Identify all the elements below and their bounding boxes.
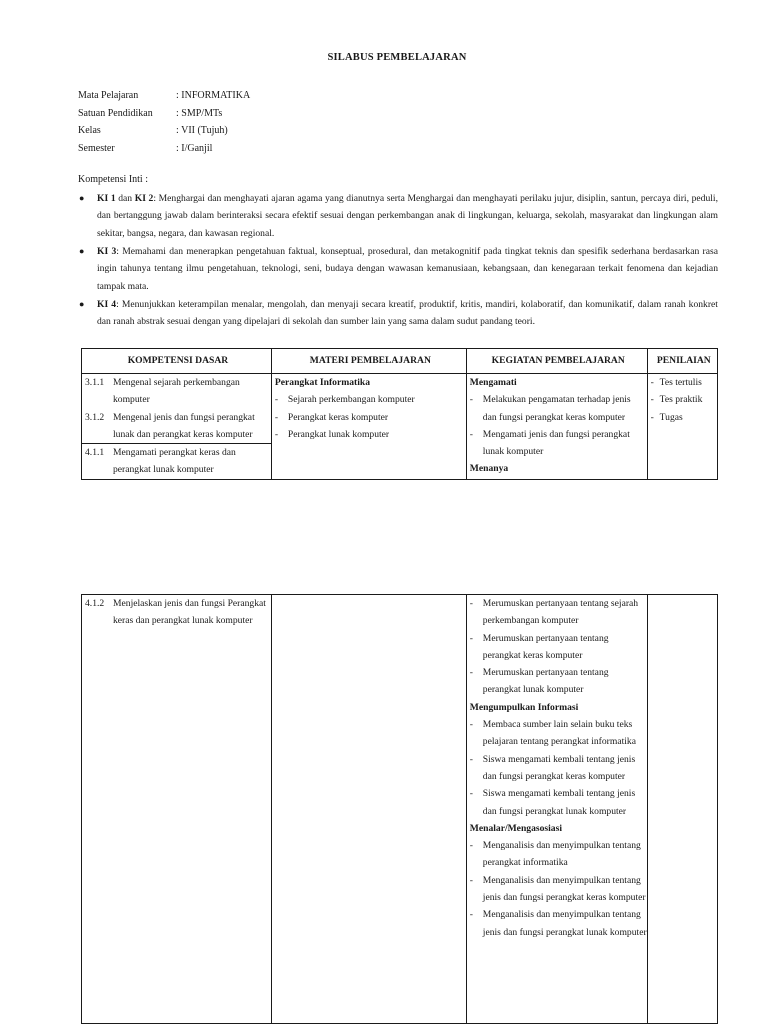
bullet-icon: ● xyxy=(79,193,85,203)
ki-code: KI 4 xyxy=(97,298,117,310)
info-value: : I/Ganjil xyxy=(176,142,213,154)
table-header-row xyxy=(82,349,718,374)
dash-icon: - xyxy=(469,667,473,679)
subject-info xyxy=(78,87,250,157)
activity-item: Siswa mengamati kembali tentang jenis dan fungsi perangkat lunak komputer xyxy=(482,788,636,817)
list-item xyxy=(470,391,647,426)
ki-code: KI 3 xyxy=(97,245,117,257)
list-item xyxy=(470,751,647,786)
activity-item: Membaca sumber lain selain buku teks pelajaran tentang perangkat informatika xyxy=(482,719,636,748)
info-label: Satuan Pendidikan xyxy=(78,107,153,119)
ki-code: KI 1 xyxy=(97,193,116,204)
bullet-icon: ● xyxy=(79,245,85,256)
dash-icon: - xyxy=(469,428,473,440)
info-row-semester xyxy=(78,140,250,158)
list-item xyxy=(470,716,647,751)
list-item xyxy=(275,426,466,443)
info-value: : INFORMATIKA xyxy=(176,90,251,102)
header-kegiatan: KEGIATAN PEMBELAJARAN xyxy=(466,349,647,374)
assessment-item: Tugas xyxy=(659,411,683,423)
list-item xyxy=(470,426,647,461)
dash-icon: - xyxy=(274,428,279,440)
activity-item: Merumuskan pertanyaan tentang perangkat keras komputer xyxy=(482,632,609,661)
penilaian-cell xyxy=(647,374,717,480)
info-row-school xyxy=(78,105,250,123)
list-item xyxy=(470,785,647,820)
kd-item xyxy=(85,409,271,444)
materi-item: Perangkat lunak komputer xyxy=(287,428,390,440)
assessment-item: Tes tertulis xyxy=(659,377,702,388)
ki-item-3 xyxy=(78,243,718,295)
materi-item: Perangkat keras komputer xyxy=(287,411,389,423)
header-penilaian: PENILAIAN xyxy=(647,349,717,374)
kd-text: Mengamati perangkat keras dan perangkat lunak komputer xyxy=(113,447,236,476)
kegiatan-cell xyxy=(466,374,647,480)
dash-icon: - xyxy=(469,874,473,886)
activity-item: Merumuskan pertanyaan tentang sejarah perkembangan komputer xyxy=(482,598,639,627)
ki-item-1-2 xyxy=(78,190,718,242)
ki-text: : Menunjukkan keterampilan menalar, mengolah, dan menyaji secara kreatif, produktif, kritis, mandiri, kolaboratif, dan komunikatif, dalam ranah konkret dan ranah abstrak sesuai dengan yang dipelajari di sekolah dan sumber lain yang sama dalam sudut pandang teori. xyxy=(97,298,718,328)
list-item xyxy=(470,837,647,872)
list-item xyxy=(470,664,647,699)
kd-cell xyxy=(82,374,272,480)
materi-cell xyxy=(271,374,466,480)
info-label: Semester xyxy=(78,142,115,154)
dash-icon: - xyxy=(469,788,473,800)
activity-item: Menganalisis dan menyimpulkan tentang perangkat informatika xyxy=(482,840,641,869)
dash-icon: - xyxy=(469,719,473,731)
activity-heading: Mengumpulkan Informasi xyxy=(469,701,579,713)
header-materi: MATERI PEMBELAJARAN xyxy=(271,349,466,374)
dash-icon: - xyxy=(650,377,654,388)
activity-item: Siswa mengamati kembali tentang jenis dan fungsi perangkat keras komputer xyxy=(482,753,636,782)
dash-icon: - xyxy=(469,753,473,765)
ki-item-4 xyxy=(78,296,718,331)
penilaian-cell xyxy=(647,595,717,1024)
info-value: : VII (Tujuh) xyxy=(176,125,228,137)
materi-heading: Perangkat Informatika xyxy=(274,377,371,388)
kd-item xyxy=(82,443,271,479)
list-item xyxy=(651,391,717,408)
bullet-icon: ● xyxy=(79,298,85,309)
ki-list xyxy=(78,190,718,331)
syllabus-table-continued xyxy=(81,594,718,1024)
list-item xyxy=(275,391,466,408)
list-item xyxy=(651,409,717,426)
activity-item: Menganalisis dan menyimpulkan tentang jenis dan fungsi perangkat keras komputer xyxy=(482,874,646,904)
list-item xyxy=(651,374,717,391)
dash-icon: - xyxy=(469,909,473,921)
activity-heading: Menalar/Mengasosiasi xyxy=(469,822,562,834)
activity-item: Menganalisis dan menyimpulkan tentang jenis dan fungsi perangkat lunak komputer xyxy=(482,909,647,938)
kd-text: Mengenal sejarah perkembangan komputer xyxy=(113,377,240,406)
list-item xyxy=(470,595,647,630)
assessment-item: Tes praktik xyxy=(659,394,703,406)
materi-item: Sejarah perkembangan komputer xyxy=(287,394,415,406)
ki-text: : Menghargai dan menghayati ajaran agama yang dianutnya serta Menghargai dan menghayati perilaku jujur, disiplin, santun, percaya diri, peduli, dan bertanggung jawab dalam berinteraksi secara efektif sesuai dengan perkembangan anak di lingkungan, keluarga, sekolah, masyarakat dan lingkungan alam sekitar, bangsa, negara, dan kawasan regional. xyxy=(97,193,718,239)
info-row-subject xyxy=(78,87,250,105)
dash-icon: - xyxy=(274,394,279,406)
dash-icon: - xyxy=(650,411,654,423)
list-item xyxy=(470,872,647,907)
kd-number: 3.1.2 xyxy=(85,411,105,423)
materi-cell xyxy=(271,595,466,1024)
activity-heading: Mengamati xyxy=(469,377,517,388)
kd-number: 4.1.2 xyxy=(85,598,105,609)
page-title: SILABUS PEMBELAJARAN xyxy=(327,52,467,63)
kd-text: Mengenal jenis dan fungsi perangkat lunak dan perangkat keras komputer xyxy=(113,411,255,440)
table-row xyxy=(82,374,718,480)
kd-item xyxy=(85,374,271,409)
dash-icon: - xyxy=(469,394,473,406)
info-row-class xyxy=(78,122,250,140)
activity-item: Melakukan pengamatan terhadap jenis dan fungsi perangkat keras komputer xyxy=(482,394,631,423)
list-item xyxy=(470,906,647,941)
kd-item xyxy=(85,595,271,630)
info-label: Kelas xyxy=(78,125,101,137)
ki-text: : Memahami dan menerapkan pengetahuan faktual, konseptual, prosedural, dan metakognitif pada tingkat teknis dan spesifik sederhana berdasarkan rasa ingin tahunya tentang ilmu pengetahuan, teknologi, seni, budaya dengan wawasan kemanusiaan, kebangsaan, dan kenegaraan terkait fenomena dan kejadian tampak mata. xyxy=(97,245,718,292)
dash-icon: - xyxy=(650,394,654,406)
ki-code: KI 2 xyxy=(134,193,154,204)
activity-heading: Menanya xyxy=(469,463,509,475)
table-row xyxy=(82,595,718,1024)
kd-text: Menjelaskan jenis dan fungsi Perangkat keras dan perangkat lunak komputer xyxy=(113,598,266,627)
activity-item: Mengamati jenis dan fungsi perangkat lunak komputer xyxy=(482,428,630,458)
list-item xyxy=(275,409,466,426)
dash-icon: - xyxy=(469,632,473,644)
syllabus-table xyxy=(81,348,718,480)
dash-icon: - xyxy=(274,411,279,423)
kd-cell xyxy=(82,595,272,1024)
info-label: Mata Pelajaran xyxy=(78,90,139,102)
header-kompetensi-dasar: KOMPETENSI DASAR xyxy=(82,349,272,374)
list-item xyxy=(470,630,647,665)
kegiatan-cell xyxy=(466,595,647,1024)
ki-connector: dan xyxy=(115,193,135,204)
info-value: : SMP/MTs xyxy=(176,107,223,119)
activity-item: Merumuskan pertanyaan tentang perangkat lunak komputer xyxy=(482,667,609,696)
dash-icon: - xyxy=(469,840,473,852)
ki-heading: Kompetensi Inti : xyxy=(78,174,148,185)
kd-number: 4.1.1 xyxy=(85,447,105,459)
dash-icon: - xyxy=(469,598,473,609)
kd-number: 3.1.1 xyxy=(85,377,105,388)
